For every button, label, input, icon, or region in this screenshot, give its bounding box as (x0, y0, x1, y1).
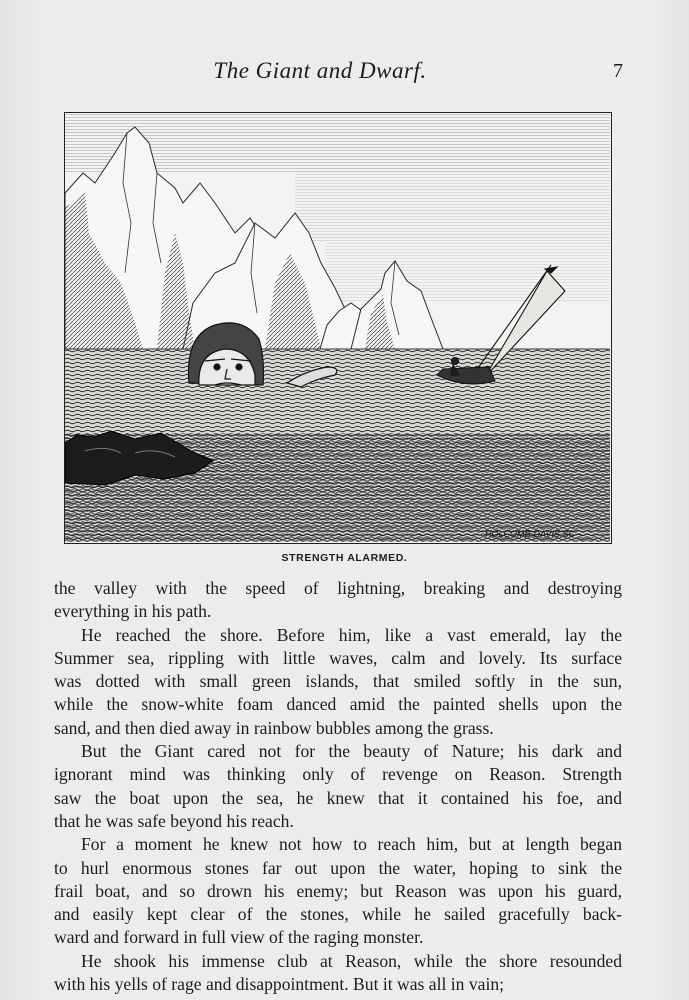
text-line: was dotted with small green islands, that smiled softly in the sun, (54, 671, 622, 692)
text-line: frail boat, and so drown his enemy; but Reason was upon his guard, (54, 880, 622, 901)
text-line: while the snow-white foam danced amid the painted shells upon the (54, 694, 622, 715)
text-line: everything in his path. (54, 601, 212, 622)
body-text (54, 577, 622, 996)
text-line: saw the boat upon the sea, he knew that it contained his foe, and (54, 787, 622, 808)
paragraph (54, 740, 622, 833)
text-line: that he was safe beyond his reach. (54, 810, 294, 831)
engraver-signature: HOLCOMB-DAVIS.SC (485, 529, 576, 539)
engraving-svg (65, 113, 610, 542)
paragraph (54, 950, 622, 997)
text-line: But the Giant cared not for the beauty of Nature; his dark and (81, 741, 622, 762)
running-head (0, 58, 689, 88)
text-line: For a moment he knew not how to reach him, but at length began (81, 834, 622, 855)
paragraph (54, 577, 622, 624)
page-number: 7 (613, 60, 623, 82)
text-line: ignorant mind was thinking only of revenge on Reason. Strength (54, 764, 622, 785)
engraving-illustration (64, 112, 612, 544)
text-line: Summer sea, rippling with little waves, calm and lovely. Its surface (54, 647, 622, 668)
text-line: the valley with the speed of lightning, breaking and destroying (54, 578, 622, 598)
text-line: ward and forward in full view of the raging monster. (54, 927, 424, 948)
running-title: The Giant and Dwarf. (213, 58, 427, 83)
paragraph (54, 833, 622, 949)
text-line: and easily kept clear of the stones, while he sailed gracefully back- (54, 904, 622, 925)
text-line: He reached the shore. Before him, like a vast emerald, lay the (81, 624, 622, 645)
paragraph (54, 624, 622, 740)
text-line: with his yells of rage and disappointment. But it was all in vain; (54, 974, 505, 995)
text-line: sand, and then died away in rainbow bubbles among the grass. (54, 717, 494, 738)
text-line: to hurl enormous stones far out upon the water, hoping to sink the (54, 857, 622, 878)
text-line: He shook his immense club at Reason, while the shore resounded (81, 950, 622, 971)
illustration-caption: STRENGTH ALARMED. (281, 552, 408, 564)
